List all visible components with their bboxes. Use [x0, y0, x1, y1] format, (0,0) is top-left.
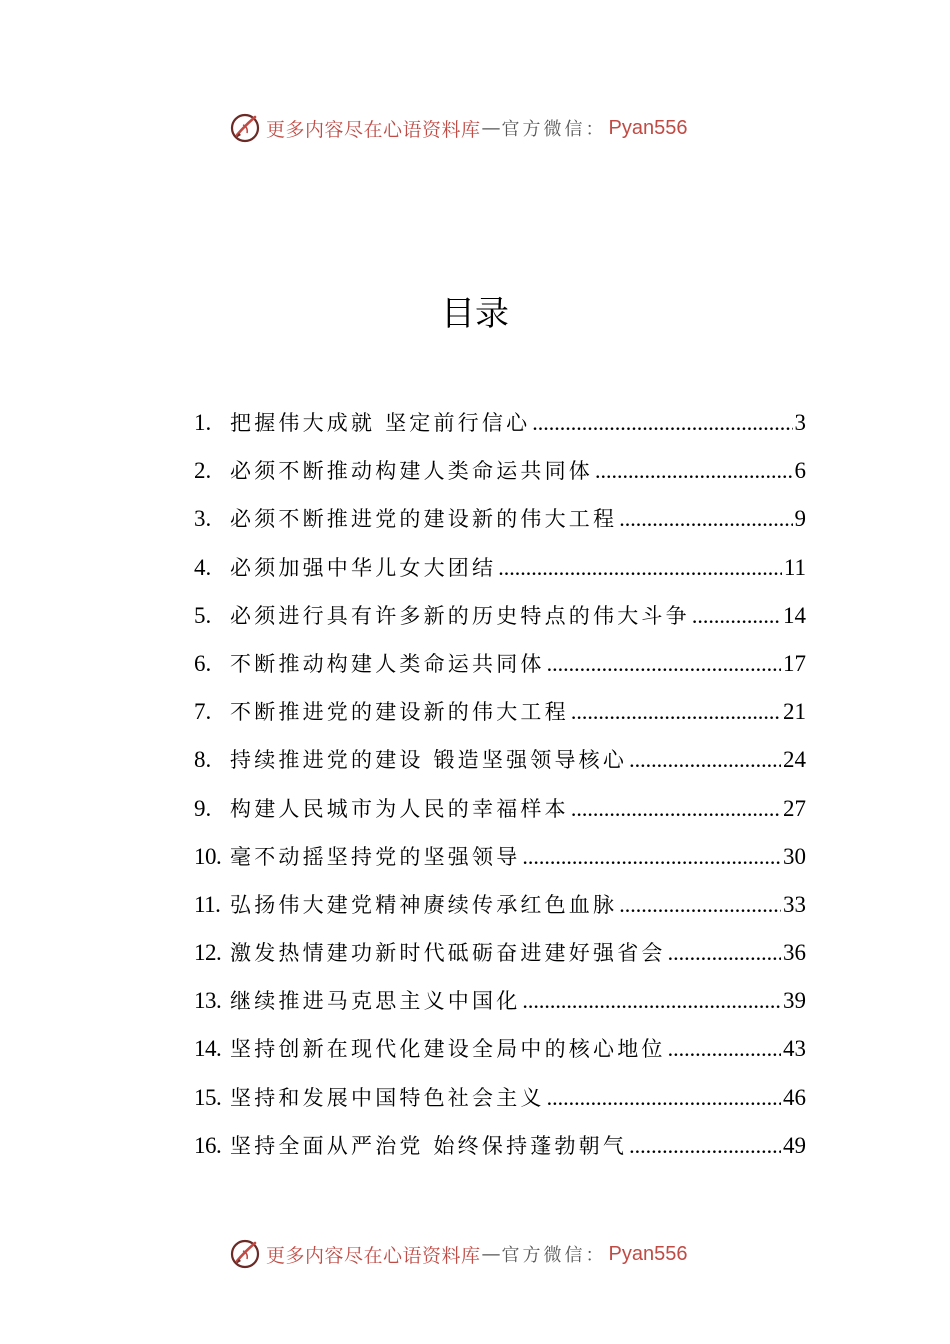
toc-dot-leader — [595, 447, 793, 495]
toc-entry-page: 3 — [794, 410, 806, 435]
toc-entry-number: 8. — [194, 747, 212, 773]
toc-entry-number: 4. — [194, 554, 212, 580]
banner-wechat-id: Pyan556 — [608, 1242, 688, 1265]
toc-entry[interactable] — [194, 688, 806, 736]
toc-dot-leader — [629, 1122, 781, 1170]
toc-entry[interactable] — [194, 833, 806, 881]
toc-dot-leader — [498, 544, 782, 592]
toc-entry[interactable] — [194, 495, 806, 543]
banner-slogan: 更多内容尽在心语资料库 — [266, 118, 481, 141]
toc-entry-title: 坚持创新在现代化建设全局中的核心地位 — [230, 1037, 666, 1062]
toc-dot-leader — [547, 640, 781, 688]
toc-entry[interactable] — [194, 544, 806, 592]
toc-entry-number: 16. — [194, 1132, 222, 1158]
toc-entry-title: 必须进行具有许多新的历史特点的伟大斗争 — [230, 603, 690, 628]
toc-entry[interactable] — [194, 736, 806, 784]
toc-entry-title: 继续推进马克思主义中国化 — [230, 989, 521, 1014]
toc-entry-title: 持续推进党的建设 锻造坚强领导核心 — [230, 748, 628, 773]
pen-circle-icon — [228, 111, 262, 145]
toc-entry-title: 坚持和发展中国特色社会主义 — [230, 1085, 545, 1110]
toc-entry-page: 39 — [783, 988, 806, 1014]
toc-entry-number: 9. — [194, 795, 212, 821]
toc-entry-number: 2. — [194, 458, 212, 484]
toc-entry-page: 27 — [783, 795, 806, 821]
toc-entry[interactable] — [194, 881, 806, 929]
toc-entry-page: 9 — [794, 506, 806, 532]
toc-entry-number: 3. — [194, 506, 212, 532]
toc-entry[interactable] — [194, 1122, 806, 1170]
toc-entry-page: 36 — [783, 940, 806, 966]
toc-entry-page: 49 — [783, 1132, 806, 1158]
toc-entry-title: 毫不动摇坚持党的坚强领导 — [230, 844, 521, 869]
toc-list — [194, 399, 806, 1170]
toc-entry-page: 14 — [783, 602, 806, 628]
toc-entry-title: 不断推动构建人类命运共同体 — [230, 651, 545, 676]
toc-entry-title: 必须不断推动构建人类命运共同体 — [230, 459, 593, 484]
pen-circle-icon — [228, 1237, 262, 1271]
banner-dash: — — [481, 117, 501, 139]
toc-entry-number: 6. — [194, 650, 212, 676]
toc-entry[interactable] — [194, 977, 806, 1025]
toc-entry-number: 1. — [194, 410, 212, 435]
toc-dot-leader — [522, 977, 781, 1025]
toc-entry-title: 必须不断推进党的建设新的伟大工程 — [230, 507, 618, 532]
toc-dot-leader — [522, 833, 781, 881]
toc-title: 目录 — [441, 294, 509, 334]
banner-slogan: 更多内容尽在心语资料库 — [266, 1244, 481, 1267]
banner-wechat-id: Pyan556 — [608, 116, 688, 139]
toc-entry-page: 43 — [783, 1036, 806, 1062]
toc-dot-leader — [692, 592, 781, 640]
toc-dot-leader — [571, 785, 781, 833]
toc-entry-number: 15. — [194, 1084, 222, 1110]
toc-dot-leader — [571, 688, 781, 736]
toc-entry-page: 21 — [783, 699, 806, 725]
toc-entry-number: 5. — [194, 602, 212, 628]
toc-dot-leader — [668, 1025, 781, 1073]
toc-dot-leader — [668, 929, 781, 977]
banner-dash: — — [481, 1243, 501, 1265]
toc-dot-leader — [619, 881, 781, 929]
toc-entry-number: 11. — [194, 891, 221, 917]
toc-entry-number: 10. — [194, 843, 222, 869]
toc-entry-title: 把握伟大成就 坚定前行信心 — [230, 411, 531, 435]
header-banner — [228, 110, 687, 146]
toc-entry[interactable] — [194, 1025, 806, 1073]
toc-entry[interactable] — [194, 399, 806, 447]
toc-entry-title: 不断推进党的建设新的伟大工程 — [230, 700, 569, 725]
toc-entry-number: 7. — [194, 699, 212, 725]
toc-entry-page: 11 — [783, 554, 806, 580]
toc-entry-number: 12. — [194, 940, 222, 966]
toc-entry-title: 必须加强中华儿女大团结 — [230, 555, 497, 580]
toc-entry[interactable] — [194, 929, 806, 977]
toc-entry-page: 46 — [783, 1084, 806, 1110]
toc-dot-leader — [532, 399, 792, 447]
toc-entry[interactable] — [194, 447, 806, 495]
toc-entry-page: 30 — [783, 843, 806, 869]
toc-entry-number: 13. — [194, 988, 222, 1014]
toc-entry-title: 构建人民城市为人民的幸福样本 — [230, 796, 569, 821]
footer-banner — [228, 1236, 687, 1272]
toc-entry-title: 坚持全面从严治党 始终保持蓬勃朝气 — [230, 1133, 628, 1158]
toc-entry[interactable] — [194, 1074, 806, 1122]
toc-entry-page: 24 — [783, 747, 806, 773]
toc-entry-page: 6 — [794, 458, 806, 484]
toc-entry[interactable] — [194, 785, 806, 833]
banner-wechat-label: 官方微信： — [501, 119, 607, 140]
toc-entry-page: 33 — [783, 891, 806, 917]
toc-entry-number: 14. — [194, 1036, 222, 1062]
toc-entry-title: 激发热情建功新时代砥砺奋进建好强省会 — [230, 941, 666, 966]
banner-wechat-label: 官方微信： — [501, 1245, 607, 1266]
toc-dot-leader — [547, 1074, 781, 1122]
toc-entry-page: 17 — [783, 650, 806, 676]
toc-dot-leader — [629, 736, 781, 784]
toc-dot-leader — [619, 495, 792, 543]
toc-entry[interactable] — [194, 640, 806, 688]
toc-entry-title: 弘扬伟大建党精神赓续传承红色血脉 — [230, 892, 618, 917]
toc-entry[interactable] — [194, 592, 806, 640]
